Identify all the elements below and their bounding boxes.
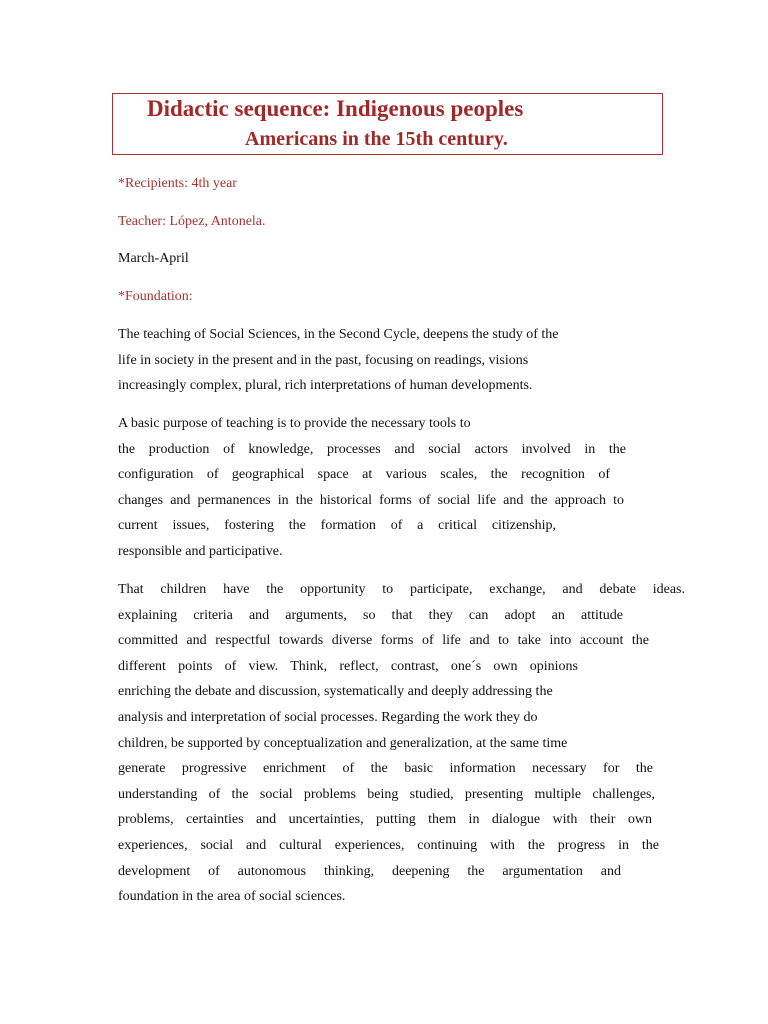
paragraph-line: understanding of the social problems being studied, presenting multiple challenges, <box>118 786 655 802</box>
period-line: March-April <box>118 251 189 266</box>
paragraph-line: the production of knowledge, processes and social actors involved in the <box>118 441 626 457</box>
paragraph-line: generate progressive enrichment of the basic information necessary for the <box>118 761 653 777</box>
recipients-line: *Recipients: 4th year <box>118 176 237 191</box>
paragraph-line: committed and respectful towards diverse forms of life and to take into account the <box>118 633 649 649</box>
paragraph-line: increasingly complex, plural, rich interpretations of human developments. <box>118 378 533 394</box>
paragraph-line: experiences, social and cultural experiences, continuing with the progress in the <box>118 837 659 853</box>
paragraph-line: foundation in the area of social sciences. <box>118 889 346 905</box>
paragraph-line: The teaching of Social Sciences, in the Second Cycle, deepens the study of the <box>118 327 559 342</box>
paragraph-1 <box>118 322 608 399</box>
paragraph-line: children, be supported by conceptualization and generalization, at the same time <box>118 735 568 751</box>
paragraph-line: life in society in the present and in the past, focusing on readings, visions <box>118 352 529 368</box>
document-title-line-2: Americans in the 15th century. <box>245 128 508 150</box>
foundation-label: *Foundation: <box>118 289 193 304</box>
teacher-line: Teacher: López, Antonela. <box>118 214 266 229</box>
paragraph-2 <box>118 411 626 565</box>
paragraph-line: current issues, fostering the formation of a critical citizenship, <box>118 518 556 534</box>
paragraph-line: development of autonomous thinking, deepening the argumentation and <box>118 863 621 879</box>
paragraph-line: different points of view. Think, reflect, contrast, one´s own opinions <box>118 658 578 674</box>
title-box <box>112 93 663 155</box>
paragraph-line: enriching the debate and discussion, systematically and deeply addressing the <box>118 684 553 700</box>
paragraph-line: analysis and interpretation of social processes. Regarding the work they do <box>118 709 538 725</box>
paragraph-line: responsible and participative. <box>118 543 283 559</box>
paragraph-line: explaining criteria and arguments, so that they can adopt an attitude <box>118 607 623 623</box>
paragraph-line: configuration of geographical space at various scales, the recognition of <box>118 467 610 483</box>
paragraph-3 <box>118 577 685 910</box>
paragraph-line: problems, certainties and uncertainties, putting them in dialogue with their own <box>118 812 652 828</box>
document-title-line-1: Didactic sequence: Indigenous peoples <box>147 96 524 121</box>
paragraph-line: That children have the opportunity to participate, exchange, and debate ideas. <box>118 582 685 597</box>
paragraph-line: A basic purpose of teaching is to provide the necessary tools to <box>118 416 471 431</box>
paragraph-line: changes and permanences in the historical forms of social life and the approach to <box>118 492 624 508</box>
